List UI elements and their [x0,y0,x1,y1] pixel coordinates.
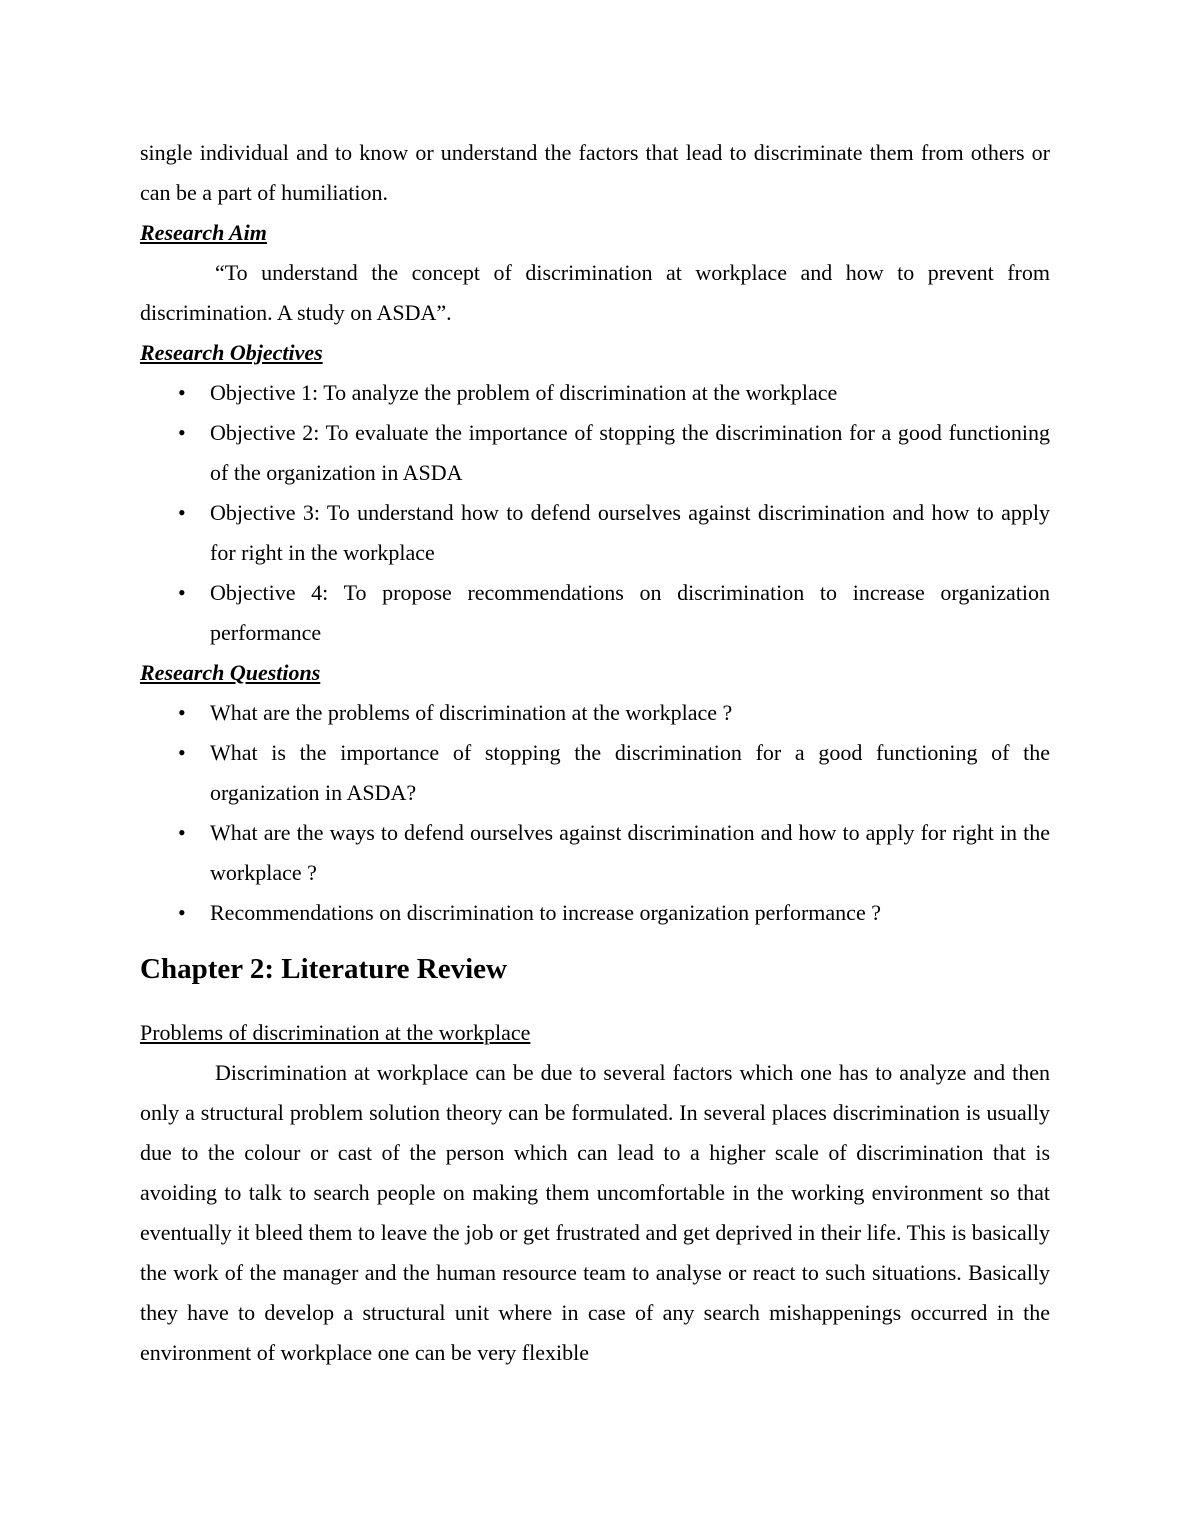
chapter-2-heading: Chapter 2: Literature Review [140,953,507,985]
question-item-2: • What is the importance of stopping the discrimination for a good functioning of the organization in ASDA? [140,733,1050,813]
question-item-3: • What are the ways to defend ourselves against discrimination and how to apply for right in the workplace ? [140,813,1050,893]
paragraph-continuation: single individual and to know or understand the factors that lead to discriminate them from others or can be a part of humiliation. [140,140,1050,205]
problems-subheading: Problems of discrimination at the workplace [140,1020,531,1045]
research-objectives-list [140,373,1050,653]
research-questions-heading: Research Questions [140,660,321,685]
objective-item-4: • Objective 4: To propose recommendations on discrimination to increase organization performance [140,573,1050,653]
objective-item-3: • Objective 3: To understand how to defend ourselves against discrimination and how to apply for right in the workplace [140,493,1050,573]
question-item-4: • Recommendations on discrimination to increase organization performance ? [140,893,1050,933]
research-aim-heading: Research Aim [140,220,267,245]
objective-item-2: • Objective 2: To evaluate the importance of stopping the discrimination for a good functioning of the organization in ASDA [140,413,1050,493]
question-item-1: • What are the problems of discrimination at the workplace ? [140,693,1050,733]
research-objectives-heading: Research Objectives [140,340,323,365]
objective-item-1: • Objective 1: To analyze the problem of discrimination at the workplace [140,373,1050,413]
research-aim-text: “To understand the concept of discrimination at workplace and how to prevent from discrimination. A study on ASDA”. [140,260,1050,325]
research-questions-list [140,693,1050,933]
literature-review-paragraph: Discrimination at workplace can be due to several factors which one has to analyze and then only a structural problem solution theory can be formulated. In several places discrimination is usually due to the colour or cast of the person which can lead to a higher scale of discrimination that is avoiding to talk to search people on making them uncomfortable in the working environment so that eventually it bleed them to leave the job or get frustrated and get deprived in their life. This is basically the work of the manager and the human resource team to analyse or react to such situations. Basically they have to develop a structural unit where in case of any search mishappenings occurred in the environment of workplace one can be very flexible [140,1060,1050,1365]
